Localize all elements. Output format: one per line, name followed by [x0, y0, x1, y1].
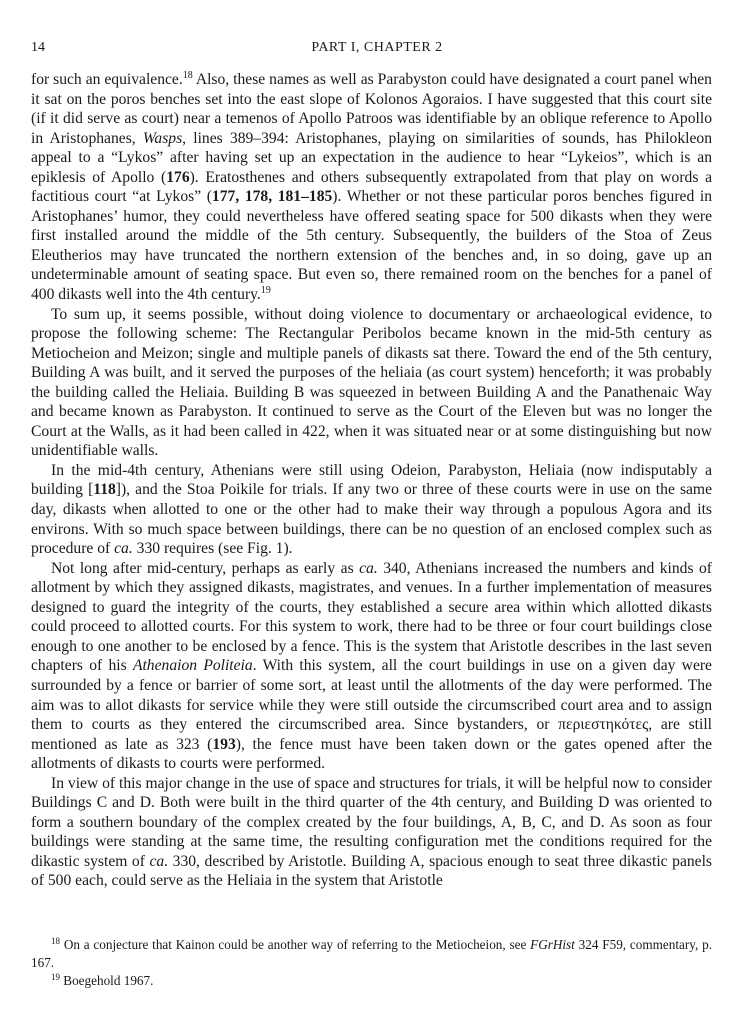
- paragraph-2: To sum up, it seems possible, without doing violence to documentary or archaeological evidence, to propose the following scheme: The Rectangular Peribolos became known in the mid-5th century as Metiocheion and Meizon; single and multiple panels of dikasts sat there. Toward the end of the 5th century, Building A was built, and it served the purposes of the heliaia (as court system) henceforth; it was probably the building called the Heliaia. Building B was squeezed in between Building A and the Panathenaic Way and became known as Parabyston. It continued to serve as the Court of the Eleven but was no longer the Court at the Walls, as it had been called in 422, when it was situated near or at some distinguishing but now unidentifiable walls.: [31, 305, 712, 460]
- footnote-ref-18[interactable]: 18: [182, 70, 193, 81]
- paragraph-5: In view of this major change in the use of space and structures for trials, it will be helpful now to consider Buildings C and D. Both were built in the third quarter of the 4th century, and Building D was oriented to form a southern boundary of the complex created by the four buildings, A, B, C, and D. As soon as four buildings were standing at the same time, the resulting configuration met the conditions required for the dikastic system of ca. 330, described by Aristotle. Building A, spacious enough to seat three dikastic panels of 500 each, could serve as the Heliaia in the system that Aristotle: [31, 774, 712, 890]
- abbreviation: ca.: [359, 559, 378, 577]
- paragraph-3: In the mid-4th century, Athenians were still using Odeion, Parabyston, Heliaia (now indisputably a building [118]), and the Stoa Poikile for trials. If any two or three of these courts were in use on the same day, dikasts when allotted to one or the other had to make their way through a populous Agora and its environs. With so much space between buildings, there can be no question of an enclosed complex such as procedure of ca. 330 requires (see Fig. 1).: [31, 461, 712, 558]
- testimonia-ref: 193: [212, 735, 236, 753]
- footnote-ref-19[interactable]: 19: [260, 285, 271, 297]
- footnote-18: $^{18}$ On a conjecture that Kainon could be another way of referring to the Metiocheion, see FGrHist 324 F59, commentary, p. 167.: [31, 936, 712, 970]
- footnote-number: 19: [51, 972, 60, 982]
- testimonia-ref: 176: [166, 168, 190, 186]
- abbreviation: ca.: [114, 540, 133, 558]
- work-title: Wasps: [142, 129, 183, 147]
- work-title: FGrHist: [530, 937, 575, 952]
- footnote-19: $^{19}$ Boegehold 1967.: [51, 972, 154, 988]
- paragraph-4: Not long after mid-century, perhaps as early as ca. 340, Athenians increased the numbers and kinds of allotment by which they assigned dikasts, magistrates, and venues. In a further implementation of measures designed to guard the integrity of the courts, they established a secure area within which allotted dikasts could proceed to allotted courts. For this system to work, there had to be three or four court buildings close enough to one another to be enclosed by a fence. This is the system that Aristotle describes in the last seven chapters of his Athenaion Politeia. With this system, all the court buildings in use on a given day were surrounded by a fence or barrier of some sort, at least until the allotments of the day were performed. The aim was to allot dikasts for service while they were still outside the circumscribed court area and to assign them to courts as they entered the circumscribed area. Since bystanders, or περιεστηκότες, are still mentioned as late as 323 (193), the fence must have been taken down or the gates opened after the allotments of dikasts to courts were performed.: [31, 559, 712, 773]
- paragraph-1: for such an equivalence.$^{18}$ Also, these names as well as Parabyston could have designated a court panel when it sat on the poros benches set into the east slope of Kolonos Agoraios. I have suggested that this court site (if it did serve as court) near a temenos of Apollo Patroos was identifiable by an oblique reference to Apollo in Aristophanes, Wasps, lines 389–394: Aristophanes, playing on similarities of sounds, has Philokleon appeal to a “Lykos” after having set up an expectation in the audience to hear “Lykeios”, which is an epiklesis of Apollo (176). Eratosthenes and others subsequently extrapolated from that play on words a factitious court “at Lykos” (177, 178, 181–185). Whether or not these particular poros benches figured in Aristophanes’ humor, they could nevertheless have offered seating space for 500 dikasts when they were first installed around the middle of the 5th century. Subsequently, the builders of the Stoa of Zeus Eleutherios may have truncated the northern extension of the benches and, in so doing, gave up an undeterminable amount of seating space. But even so, there remained room on the benches for a panel of 400 dikasts well into the 4th century.$^{19}$: [31, 70, 713, 304]
- footnotes: [31, 936, 712, 990]
- body-text: [31, 70, 712, 891]
- footnote-number: 18: [51, 936, 60, 946]
- page-number: 14: [31, 40, 45, 55]
- running-head: PART I, CHAPTER 2: [311, 40, 443, 55]
- page-header: [31, 40, 723, 60]
- testimonia-ref: 177, 178, 181–185: [211, 188, 333, 206]
- work-title: Athenaion Politeia: [132, 657, 253, 675]
- testimonia-ref: 118: [93, 481, 116, 499]
- abbreviation: ca.: [149, 852, 169, 870]
